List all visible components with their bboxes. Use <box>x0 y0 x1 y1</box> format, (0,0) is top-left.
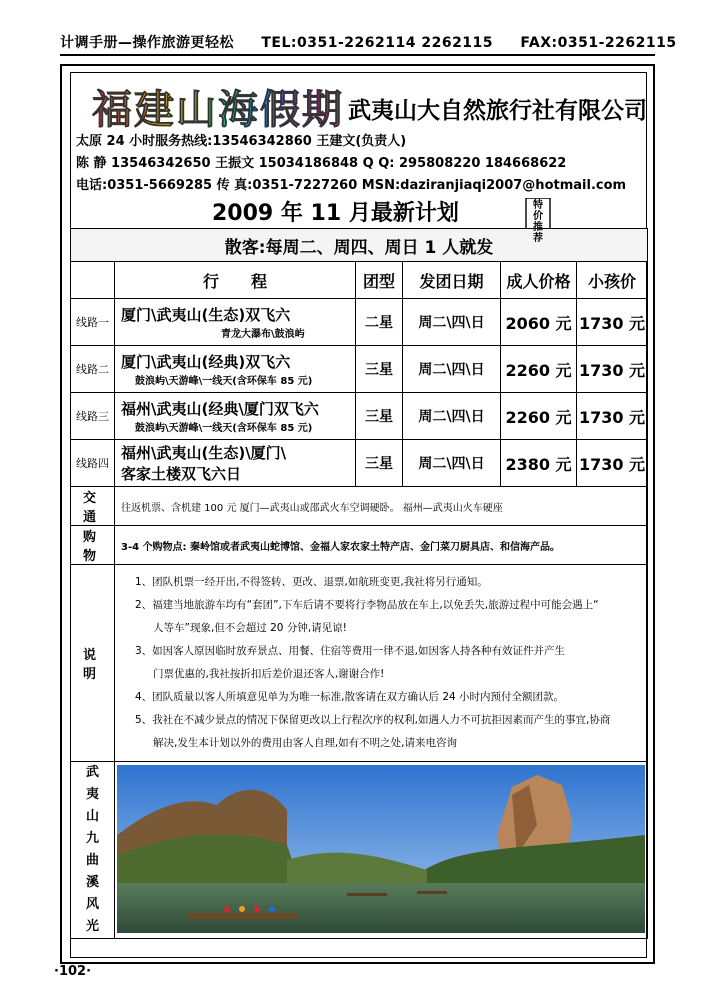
route-name: 厦门\武夷山(生态)双飞六 <box>121 306 291 324</box>
tel-number: TEL:0351-2262114 2262115 <box>261 35 494 51</box>
adult-price: 2260 元 <box>501 393 577 440</box>
route-id: 线路二 <box>71 346 115 393</box>
photo-label-cell <box>71 762 115 939</box>
photo-label-char: 武 <box>85 765 99 780</box>
special-label: 特价推荐 <box>533 200 543 244</box>
landscape-photo <box>117 765 645 933</box>
table-row <box>71 346 648 393</box>
route-days: 周二\四\日 <box>403 299 501 346</box>
child-price: 1730 元 <box>577 346 648 393</box>
photo-label-char: 光 <box>85 919 99 934</box>
fax-number: FAX:0351-2262115 <box>520 35 677 51</box>
notes-label: 说 明 <box>71 565 115 762</box>
route-name: 福州\武夷山(生态)\厦门\ <box>121 444 287 462</box>
photo-label-char: 风 <box>85 897 99 912</box>
adult-price: 2380 元 <box>501 440 577 487</box>
table-row <box>71 393 648 440</box>
col-route: 行 程 <box>115 262 356 299</box>
route-name: 福州\武夷山(经典\厦门双飞六 <box>121 400 319 418</box>
note-line: 解决,发生本计划以外的费用由客人自理,如有不明之处,请来电咨询 <box>153 737 458 749</box>
scatter-row <box>71 229 648 262</box>
note-line: 门票优惠的,我社按折扣后差价退还客人,谢谢合作! <box>153 668 385 680</box>
contact-line-2: 陈 静 13546342650 王振文 15034186848 Q Q: 295808220 184668622 <box>76 156 567 171</box>
adult-price: 2260 元 <box>501 346 577 393</box>
route-sub: 鼓浪屿\天游峰\一线天(含环保车 85 元) <box>135 423 313 434</box>
header-bar <box>60 32 677 56</box>
page-number: ·102· <box>54 964 92 979</box>
plan-title: 2009 年 11 月最新计划 <box>212 201 459 226</box>
note-line: 人等车”现象,但不会超过 20 分钟,请见谅! <box>153 622 347 634</box>
route-id: 线路四 <box>71 440 115 487</box>
transport-row <box>71 487 648 526</box>
col-days: 发团日期 <box>403 262 501 299</box>
route-cell <box>115 299 356 346</box>
route-days: 周二\四\日 <box>403 440 501 487</box>
notes-body <box>115 565 648 762</box>
slogan: 计调手册—操作旅游更轻松 <box>60 35 234 51</box>
photo-cell <box>115 762 648 939</box>
shopping-text: 3-4 个购物点: 秦岭馆或者武夷山蛇博馆、金福人家农家土特产店、金门菜刀厨具店、和信海产品。 <box>115 526 648 565</box>
photo-label-char: 夷 <box>85 787 99 802</box>
route-type: 三星 <box>356 440 403 487</box>
table-row <box>71 440 648 487</box>
note-line: 2、福建当地旅游车均有“套团”,下车后请不要将行李物品放在车上,以免丢失,旅游过程中可能会遇上“ <box>135 599 599 611</box>
route-cell <box>115 440 356 487</box>
child-price: 1730 元 <box>577 393 648 440</box>
header-blank <box>71 262 115 299</box>
route-type: 二星 <box>356 299 403 346</box>
photo-label-char: 九 <box>85 831 99 846</box>
contact-line-1: 太原 24 小时服务热线:13546342860 王建文(负责人) <box>76 134 407 149</box>
note-line: 1、团队机票一经开出,不得签转、更改、退票,如航班变更,我社将另行通知。 <box>135 576 488 588</box>
note-line: 4、团队质量以客人所填意见单为为唯一标准,散客请在双方确认后 24 小时内预付全额团款。 <box>135 691 565 703</box>
route-name: 厦门\武夷山(经典)双飞六 <box>121 353 291 371</box>
shopping-row <box>71 526 648 565</box>
col-type: 团型 <box>356 262 403 299</box>
route-type: 三星 <box>356 346 403 393</box>
transport-text: 往返机票、含机建 100 元 厦门—武夷山或邵武火车空调硬卧。 福州—武夷山火车硬座 <box>115 487 648 526</box>
route-id: 线路一 <box>71 299 115 346</box>
photo-label <box>71 762 114 938</box>
route-id: 线路三 <box>71 393 115 440</box>
notes-row <box>71 565 648 762</box>
child-price: 1730 元 <box>577 440 648 487</box>
route-type: 三星 <box>356 393 403 440</box>
route-days: 周二\四\日 <box>403 393 501 440</box>
transport-label: 交 通 <box>71 487 115 526</box>
photo-label-char: 山 <box>85 809 99 824</box>
note-line: 5、我社在不减少景点的情况下保留更改以上行程次序的权利,如遇人力不可抗拒因素而产生的事宜,协商 <box>135 714 611 726</box>
col-child-price: 小孩价 <box>577 262 648 299</box>
child-price: 1730 元 <box>577 299 648 346</box>
table-header <box>71 262 648 299</box>
route-sub: 青龙大瀑布\鼓浪屿 <box>221 329 305 340</box>
route-sub: 客家土楼双飞六日 <box>121 465 242 483</box>
shopping-label: 购 物 <box>71 526 115 565</box>
photo-label-char: 曲 <box>85 853 99 868</box>
col-adult-price: 成人价格 <box>501 262 577 299</box>
adult-price: 2060 元 <box>501 299 577 346</box>
photo-row <box>71 762 648 939</box>
route-cell <box>115 346 356 393</box>
photo-label-char: 溪 <box>85 875 99 890</box>
route-days: 周二\四\日 <box>403 346 501 393</box>
company-name: 武夷山大自然旅行社有限公司 <box>348 98 647 124</box>
brand-title: 福建山海假期 <box>92 78 344 135</box>
table-row <box>71 299 648 346</box>
contact-line-3: 电话:0351-5669285 传 真:0351-7227260 MSN:daziranjiaqi2007@hotmail.com <box>76 178 627 193</box>
note-line: 3、如因客人原因临时放弃景点、用餐、住宿等费用一律不退,如因客人持各种有效证件并产生 <box>135 645 566 657</box>
route-cell <box>115 393 356 440</box>
scatter-text: 散客:每周二、周四、周日 1 人就发 <box>71 229 648 262</box>
tour-plan-table <box>70 228 648 939</box>
route-sub: 鼓浪屿\天游峰\一线天(含环保车 85 元) <box>135 376 313 387</box>
